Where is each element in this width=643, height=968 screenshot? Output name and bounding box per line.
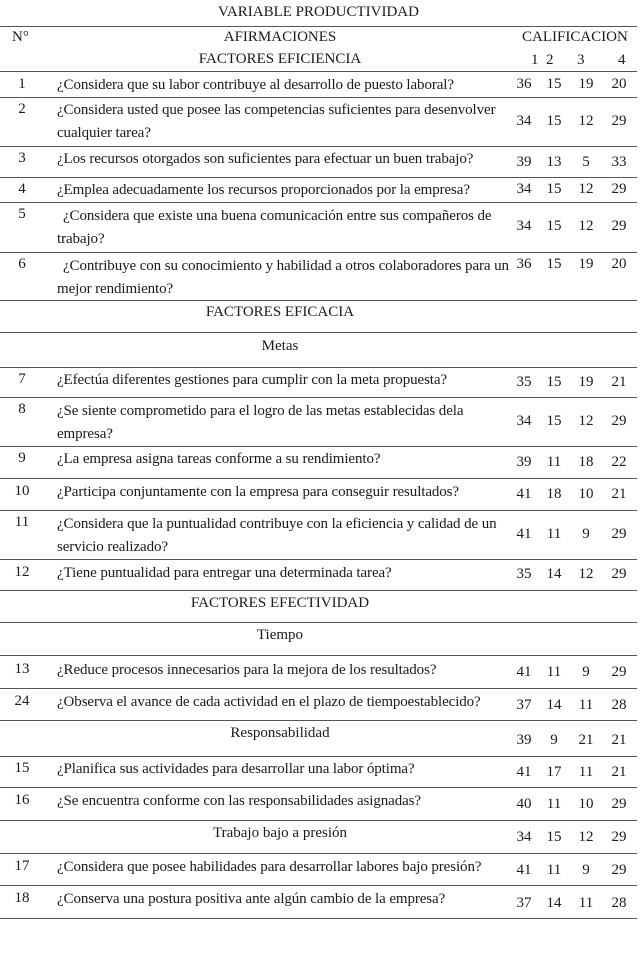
statement-text: ¿Planifica sus actividades para desarrollar una labor óptima?: [57, 761, 415, 777]
scale-label-1: 1: [531, 52, 539, 68]
scale-label-3: 3: [577, 52, 585, 68]
rating-value-1: 41: [516, 486, 532, 502]
rating-value-2: 15: [546, 256, 562, 272]
rating-value-3: 19: [578, 256, 594, 272]
rating-value-4: 22: [611, 454, 627, 470]
statement-text: ¿La empresa asigna tareas conforme a su rendimiento?: [57, 451, 381, 467]
statement-text: ¿Reduce procesos innecesarios para la mejora de los resultados?: [57, 662, 437, 678]
row-number: 11: [14, 514, 30, 530]
rating-value-1: 37: [516, 895, 532, 911]
rating-value-1: 39: [516, 454, 532, 470]
subtotal-value-4: 21: [611, 732, 627, 748]
statement-text: ¿Considera que existe una buena comunicación entre sus compañeros de trabajo?: [57, 208, 492, 247]
rating-value-2: 17: [546, 764, 562, 780]
rating-value-1: 34: [516, 413, 532, 429]
rating-value-4: 20: [611, 76, 627, 92]
row-number: 4: [18, 181, 26, 197]
divider: [0, 853, 637, 854]
section-title-eficacia: FACTORES EFICACIA: [205, 304, 355, 320]
rating-value-1: 37: [516, 697, 532, 713]
statement-text: ¿Considera usted que posee las competencias suficientes para desenvolver cualquier tarea?: [57, 102, 496, 141]
row-number: 9: [18, 450, 26, 466]
divider: [0, 367, 637, 368]
divider: [0, 177, 637, 178]
rating-value-2: 13: [546, 154, 562, 170]
row-number: 17: [14, 858, 30, 874]
rating-value-4: 29: [611, 181, 627, 197]
row-number: 16: [14, 792, 30, 808]
statement-text: ¿Se siente comprometido para el logro de las metas establecidas dela empresa?: [57, 403, 464, 442]
statement-text: ¿Tiene puntualidad para entregar una determinada tarea?: [57, 565, 392, 581]
divider: [0, 622, 637, 623]
rating-value-3: 19: [578, 76, 594, 92]
rating-value-4: 29: [611, 566, 627, 582]
rating-value-4: 21: [611, 374, 627, 390]
subtotal-value-1: 34: [516, 829, 532, 845]
divider: [0, 510, 637, 511]
rating-value-4: 29: [611, 218, 627, 234]
rating-value-1: 34: [516, 181, 532, 197]
rating-value-2: 11: [546, 796, 562, 812]
rating-value-4: 29: [611, 664, 627, 680]
divider: [0, 252, 637, 253]
row-number: 13: [14, 661, 30, 677]
subtotal-value-4: 29: [611, 829, 627, 845]
divider: [0, 332, 637, 333]
rating-value-2: 14: [546, 895, 562, 911]
rating-value-4: 29: [611, 413, 627, 429]
rating-value-3: 9: [582, 526, 590, 542]
rating-value-1: 39: [516, 154, 532, 170]
rating-value-3: 12: [578, 218, 594, 234]
scale-label-4: 4: [618, 52, 626, 68]
rating-value-4: 29: [611, 113, 627, 129]
rating-value-2: 11: [546, 664, 562, 680]
rating-value-3: 12: [578, 566, 594, 582]
subtotal-value-3: 12: [578, 829, 594, 845]
rating-column-header: CALIFICACION: [522, 29, 628, 45]
rating-value-1: 36: [516, 76, 532, 92]
statement-text: ¿Los recursos otorgados son suficientes para efectuar un buen trabajo?: [57, 151, 474, 167]
statement-text: ¿Contribuye con su conocimiento y habilidad a otros colaboradores para un mejor rendimiento?: [57, 258, 509, 297]
subtotal-value-2: 9: [550, 732, 558, 748]
statement-text: ¿Conserva una postura positiva ante algún cambio de la empresa?: [57, 891, 446, 907]
statement-text: ¿Se encuentra conforme con las responsabilidades asignadas?: [57, 793, 421, 809]
subtotal-value-3: 21: [578, 732, 594, 748]
divider: [0, 720, 637, 721]
rating-value-1: 34: [516, 113, 532, 129]
row-number: 1: [18, 76, 26, 92]
row-number: 8: [18, 401, 26, 417]
rating-value-2: 11: [546, 454, 562, 470]
row-number: 12: [14, 564, 30, 580]
rating-value-4: 29: [611, 796, 627, 812]
rating-value-1: 35: [516, 374, 532, 390]
statements-column-header: AFIRMACIONES: [223, 29, 337, 45]
divider: [0, 655, 637, 656]
rating-value-4: 28: [611, 895, 627, 911]
rating-value-3: 11: [578, 764, 594, 780]
row-number: 6: [18, 256, 26, 272]
rating-value-2: 15: [546, 374, 562, 390]
rating-value-4: 29: [611, 862, 627, 878]
divider: [0, 756, 637, 757]
divider: [0, 97, 637, 98]
row-number: 2: [18, 101, 26, 117]
statement-text: ¿Considera que la puntualidad contribuye con la eficiencia y calidad de un servicio realizado?: [57, 516, 497, 555]
divider: [0, 688, 637, 689]
rating-value-4: 28: [611, 697, 627, 713]
rating-value-3: 11: [578, 895, 594, 911]
statement-text: ¿Observa el avance de cada actividad en el plazo de tiempoestablecido?: [57, 694, 481, 710]
statement-text: ¿Considera que su labor contribuye al desarrollo de puesto laboral?: [57, 77, 454, 93]
divider: [0, 885, 637, 886]
subsection-title-tiempo: Tiempo: [256, 627, 304, 643]
rating-value-1: 41: [516, 862, 532, 878]
rating-value-1: 41: [516, 764, 532, 780]
rating-value-3: 12: [578, 413, 594, 429]
divider: [0, 559, 637, 560]
rating-value-3: 12: [578, 113, 594, 129]
row-number: 15: [14, 760, 30, 776]
row-number: 5: [18, 206, 26, 222]
divider: [0, 446, 637, 447]
divider: [0, 787, 637, 788]
divider: [0, 146, 637, 147]
rating-value-3: 12: [578, 181, 594, 197]
rating-value-4: 29: [611, 526, 627, 542]
rating-value-2: 15: [546, 113, 562, 129]
rating-value-2: 14: [546, 697, 562, 713]
rating-value-2: 15: [546, 218, 562, 234]
divider: [0, 202, 637, 203]
statement-text: ¿Emplea adecuadamente los recursos proporcionados por la empresa?: [57, 182, 470, 198]
subtotal-value-2: 15: [546, 829, 562, 845]
rating-value-2: 18: [546, 486, 562, 502]
rating-value-1: 40: [516, 796, 532, 812]
divider: [0, 590, 637, 591]
subsection-title-metas: Metas: [261, 338, 299, 354]
rating-value-3: 5: [582, 154, 590, 170]
rating-value-3: 18: [578, 454, 594, 470]
rating-value-1: 41: [516, 526, 532, 542]
divider: [0, 820, 637, 821]
rating-value-4: 21: [611, 486, 627, 502]
table-title: VARIABLE PRODUCTIVIDAD: [218, 4, 419, 20]
subtotal-value-1: 39: [516, 732, 532, 748]
divider: [0, 478, 637, 479]
scale-label-2: 2: [546, 52, 554, 68]
divider: [0, 26, 637, 27]
rating-value-1: 35: [516, 566, 532, 582]
rating-value-1: 34: [516, 218, 532, 234]
rating-value-2: 15: [546, 181, 562, 197]
rating-value-2: 11: [546, 526, 562, 542]
divider: [0, 397, 637, 398]
row-number: 10: [14, 483, 30, 499]
rating-value-2: 11: [546, 862, 562, 878]
row-number: 24: [14, 693, 30, 709]
row-number: 18: [14, 890, 30, 906]
rating-value-3: 9: [582, 664, 590, 680]
statement-text: ¿Participa conjuntamente con la empresa para conseguir resultados?: [57, 484, 459, 500]
rating-value-3: 11: [578, 697, 594, 713]
rating-value-3: 9: [582, 862, 590, 878]
subsection-title-trabajo: Trabajo bajo a presión: [212, 825, 347, 841]
rating-value-4: 33: [611, 154, 627, 170]
number-column-header: N°: [12, 29, 29, 45]
section-title-eficiencia: FACTORES EFICIENCIA: [198, 51, 362, 67]
rating-value-4: 21: [611, 764, 627, 780]
divider: [0, 918, 637, 919]
row-number: 7: [18, 371, 26, 387]
divider: [0, 71, 637, 72]
row-number: 3: [18, 150, 26, 166]
section-title-efectividad: FACTORES EFECTIVIDAD: [190, 595, 370, 611]
rating-value-3: 10: [578, 486, 594, 502]
statement-text: ¿Efectúa diferentes gestiones para cumplir con la meta propuesta?: [57, 372, 447, 388]
rating-value-2: 14: [546, 566, 562, 582]
rating-value-2: 15: [546, 413, 562, 429]
rating-value-1: 36: [516, 256, 532, 272]
rating-value-3: 10: [578, 796, 594, 812]
rating-value-1: 41: [516, 664, 532, 680]
rating-value-2: 15: [546, 76, 562, 92]
subsection-title-responsabilidad: Responsabilidad: [230, 725, 330, 741]
statement-text: ¿Considera que posee habilidades para desarrollar labores bajo presión?: [57, 859, 482, 875]
divider: [0, 300, 637, 301]
rating-value-4: 20: [611, 256, 627, 272]
rating-value-3: 19: [578, 374, 594, 390]
